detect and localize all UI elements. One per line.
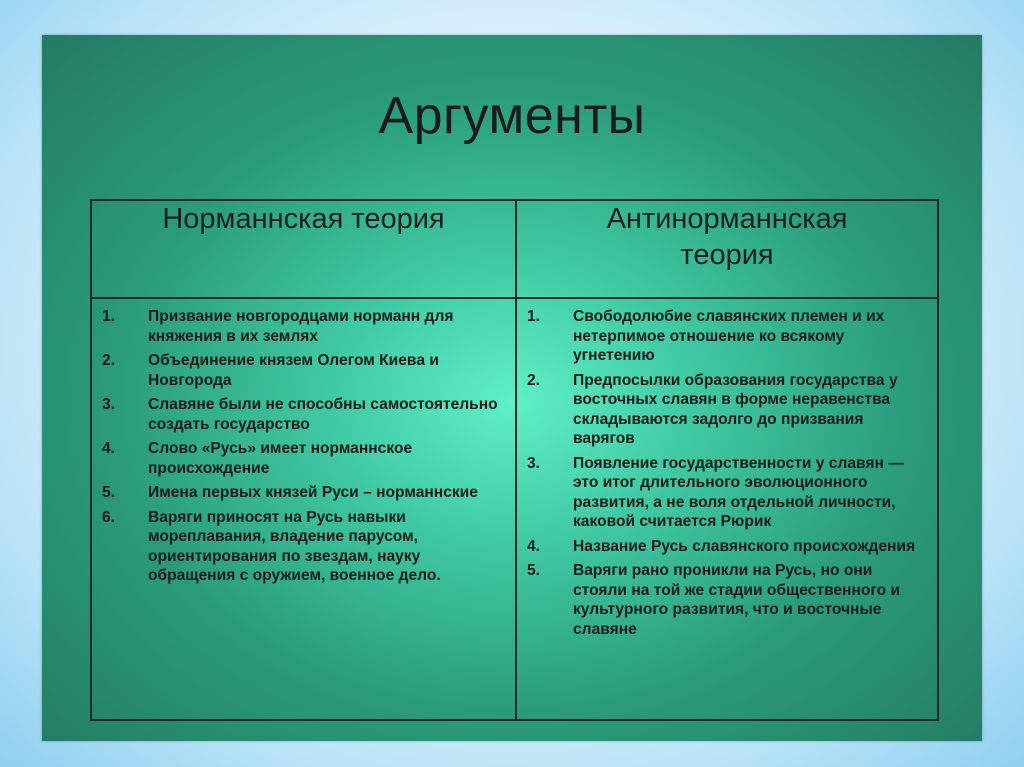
item-text: Имена первых князей Руси – норманнские bbox=[148, 484, 478, 501]
antinorman-arguments-cell bbox=[516, 298, 938, 720]
norman-arguments-list bbox=[92, 299, 515, 586]
item-number: 2. bbox=[102, 352, 116, 369]
item-number: 1. bbox=[102, 308, 116, 325]
item-text: Слово «Русь» имеет норманнское происхождение bbox=[148, 440, 413, 477]
item-text: Призвание новгородцами норманн для княжения в их землях bbox=[148, 308, 454, 345]
list-item bbox=[517, 307, 927, 366]
item-number: 5. bbox=[527, 562, 541, 579]
header-antinorman-theory bbox=[516, 200, 938, 298]
header-antinorman-label: Антинорманнская теория bbox=[606, 203, 848, 271]
slide-title: Аргументы bbox=[378, 87, 646, 145]
item-text: Свободолюбие славянских племен и их нетерпимое отношение ко всякому угнетению bbox=[573, 308, 885, 364]
header-norman-label: Норманнская теория bbox=[162, 203, 445, 235]
list-item bbox=[92, 395, 505, 434]
item-text: Славяне были не способны самостоятельно создать государство bbox=[148, 396, 498, 433]
item-number: 2. bbox=[527, 371, 541, 389]
list-item bbox=[92, 483, 505, 503]
item-text: Объединение князем Олегом Киева и Новгорода bbox=[148, 352, 439, 389]
item-number: 1. bbox=[527, 308, 541, 325]
item-text: Название Русь славянского происхождения bbox=[573, 537, 916, 555]
table-header-row bbox=[91, 200, 938, 298]
table-body-row bbox=[91, 298, 938, 720]
item-number: 4. bbox=[102, 440, 116, 457]
item-number: 5. bbox=[102, 484, 116, 501]
item-number: 3. bbox=[527, 454, 541, 472]
item-text: Появление государственности у славян — это итог длительного эволюционного развития, а не воля отдельной личности, каковой считается Рюрик bbox=[573, 454, 904, 530]
header-norman-theory bbox=[91, 200, 516, 298]
arguments-table bbox=[90, 199, 939, 721]
list-item bbox=[92, 351, 505, 390]
list-item bbox=[92, 307, 505, 346]
list-item bbox=[517, 454, 927, 532]
list-item bbox=[92, 508, 505, 586]
item-number: 4. bbox=[527, 537, 541, 555]
item-text: Предпосылки образования государства у восточных славян в форме неравенства складываются задолго до призвания варягов bbox=[573, 371, 898, 447]
item-number: 3. bbox=[102, 396, 116, 413]
item-number: 6. bbox=[102, 508, 116, 526]
item-text: Варяги приносят на Русь навыки мореплавания, владение парусом, ориентирования по звездам, науку обращения с оружием, военное дело. bbox=[148, 508, 441, 584]
list-item bbox=[517, 537, 927, 557]
list-item bbox=[92, 439, 505, 478]
list-item bbox=[517, 561, 927, 639]
item-text: Варяги рано проникли на Русь, но они стояли на той же стадии общественного и культурного развития, что и восточные славяне bbox=[573, 562, 901, 638]
antinorman-arguments-list bbox=[517, 299, 937, 639]
list-item bbox=[517, 371, 927, 449]
norman-arguments-cell bbox=[91, 298, 516, 720]
